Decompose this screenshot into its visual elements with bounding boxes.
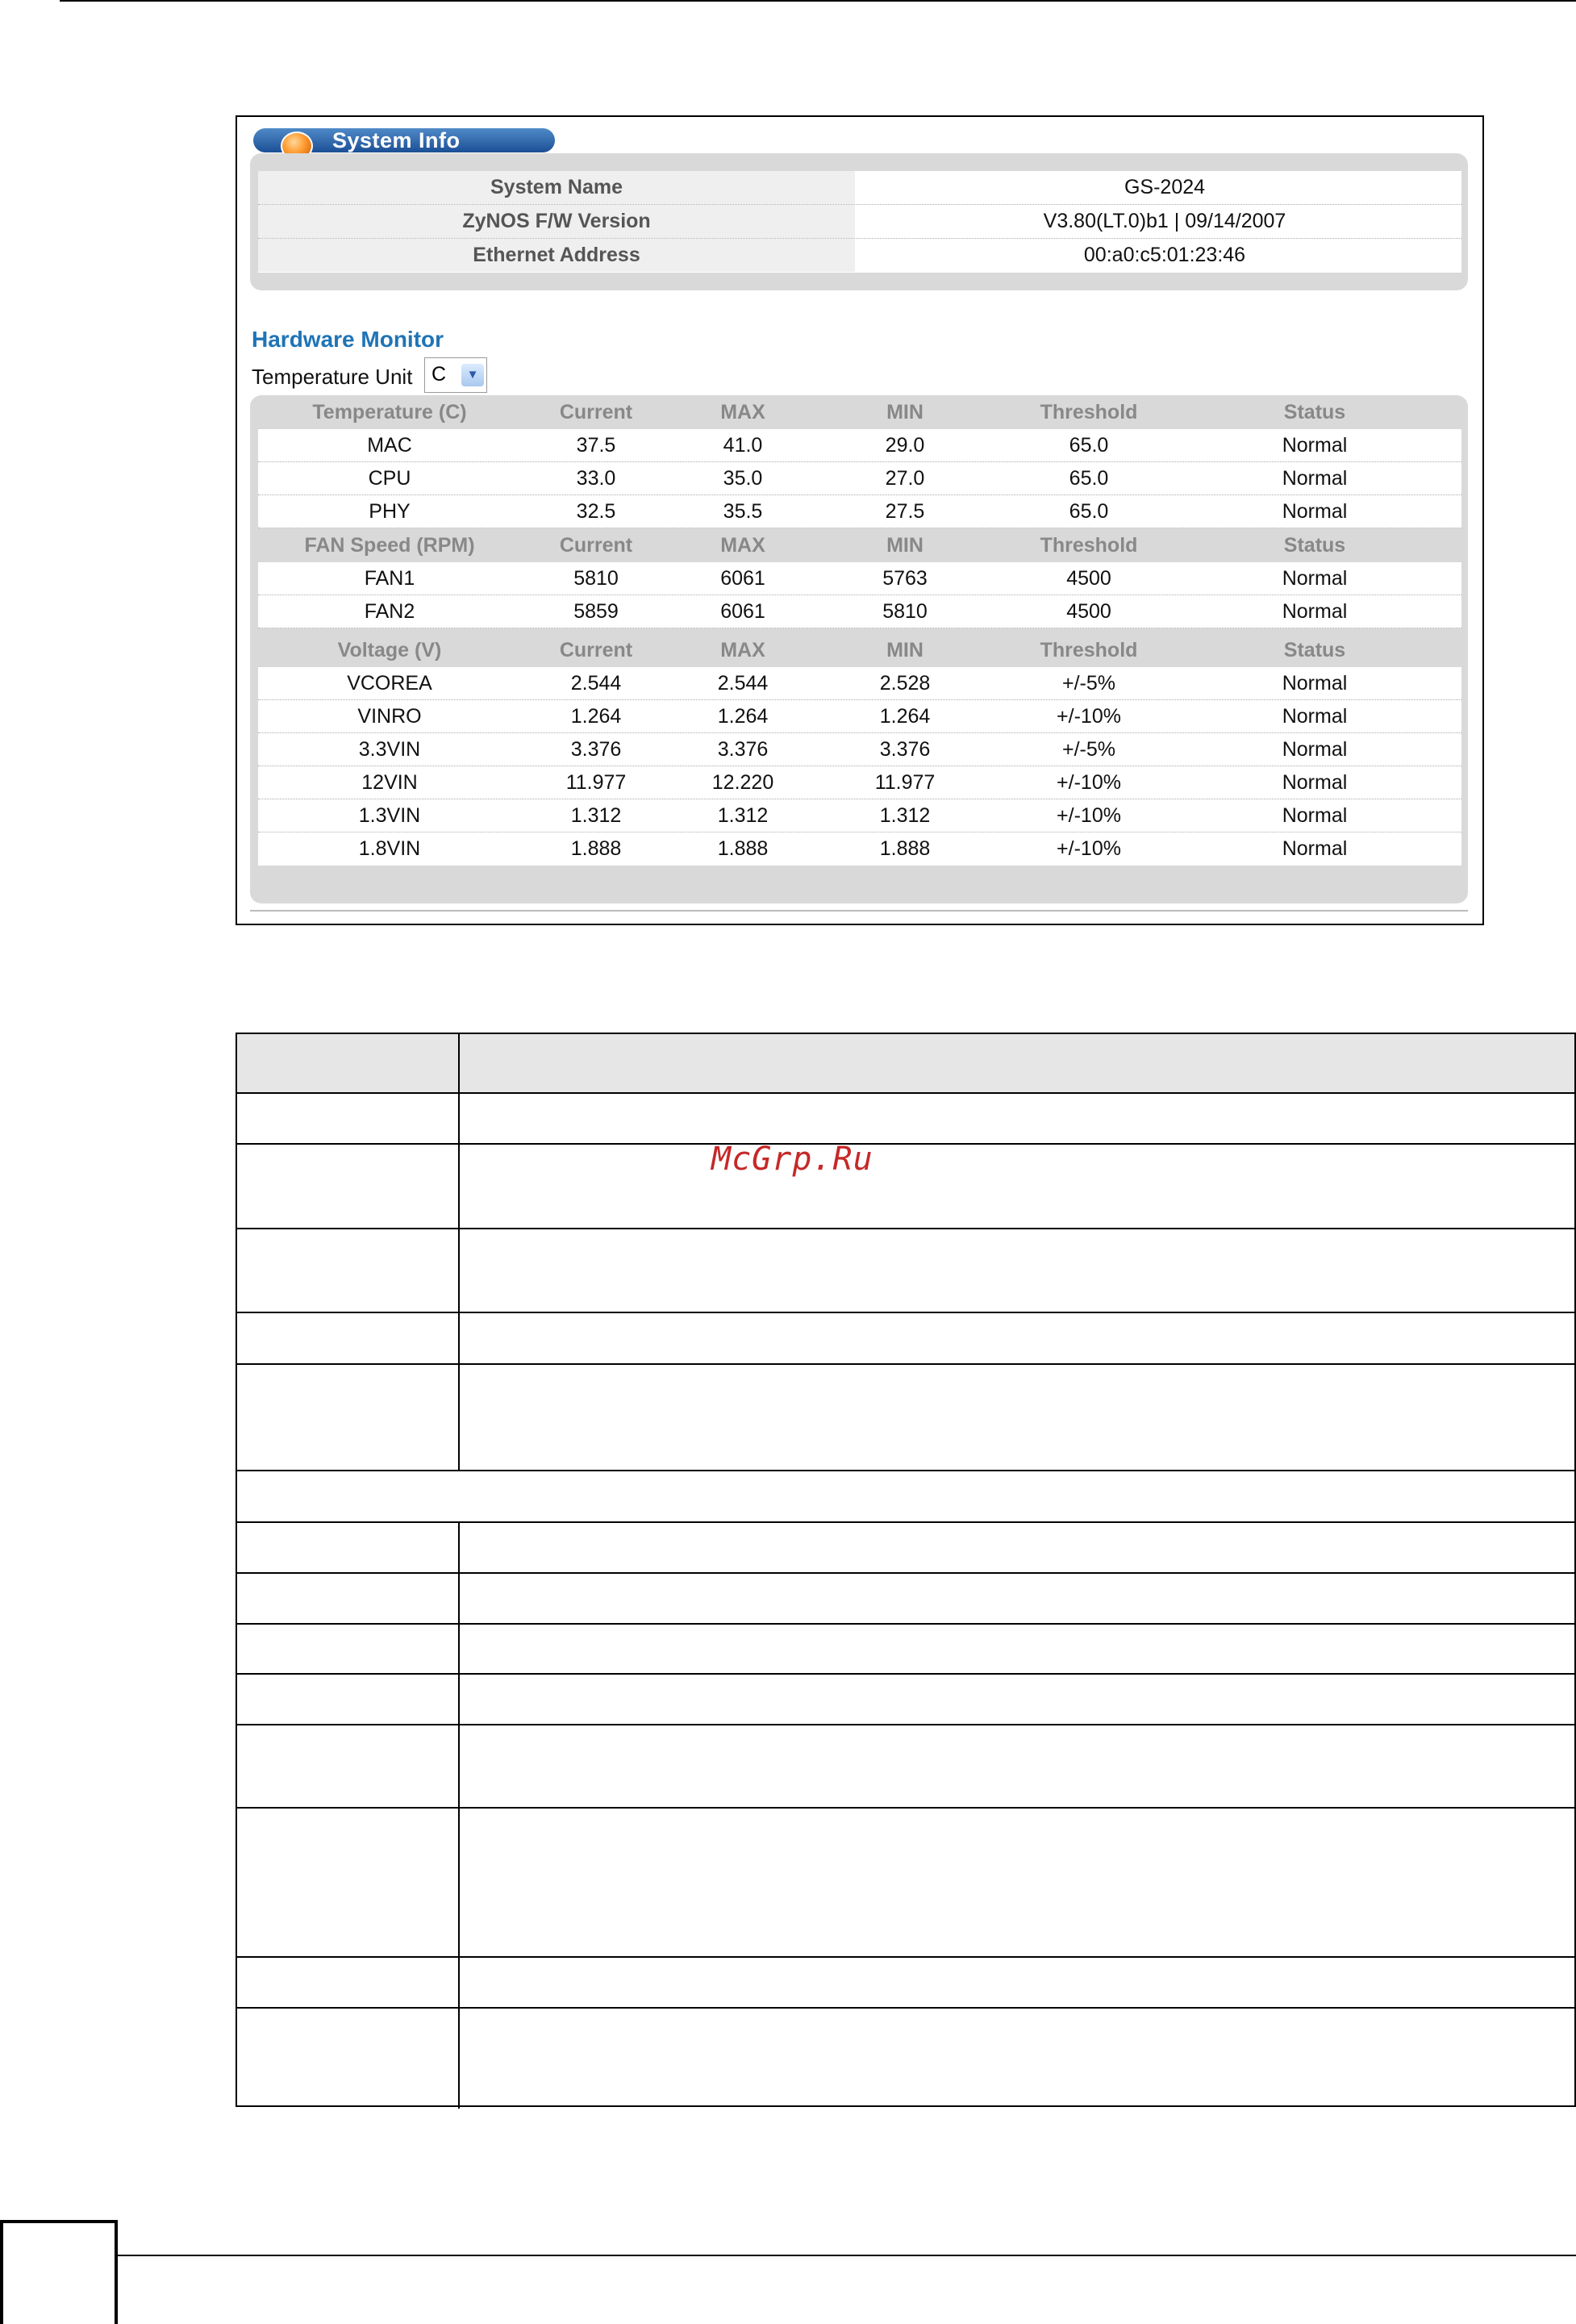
threshold-value: +/-10% <box>1057 705 1121 728</box>
max-value: 6061 <box>720 600 765 623</box>
current-value: 1.888 <box>570 837 622 860</box>
status-value: Normal <box>1282 837 1348 860</box>
max-value: 35.0 <box>723 467 763 490</box>
col-header: MIN <box>886 639 924 661</box>
sensor-name: 1.3VIN <box>358 804 421 827</box>
col-header: Status <box>1283 639 1346 661</box>
table-header <box>237 1034 1574 1092</box>
row-label: Ethernet Address <box>258 239 855 272</box>
status-value: Normal <box>1282 500 1348 523</box>
min-value: 1.312 <box>879 804 931 827</box>
row-divider <box>237 1572 1574 1574</box>
max-value: 6061 <box>720 567 765 590</box>
col-header: Current <box>559 534 633 557</box>
sensor-name: VCOREA <box>347 672 432 695</box>
firmware-version-row <box>258 205 1461 239</box>
current-value: 3.376 <box>570 738 622 761</box>
chevron-down-icon[interactable]: ▼ <box>461 364 484 386</box>
min-value: 1.264 <box>879 705 931 728</box>
row-divider <box>237 1143 1574 1145</box>
max-value: 41.0 <box>723 434 763 457</box>
col-header: Current <box>559 401 633 423</box>
threshold-value: +/-5% <box>1061 672 1116 695</box>
temperature-header-row <box>250 395 1468 429</box>
footer-rule <box>118 2255 1576 2256</box>
col-header: FAN Speed (RPM) <box>304 534 475 557</box>
current-value: 32.5 <box>576 500 616 523</box>
row-divider <box>237 1807 1574 1809</box>
row-divider <box>237 1228 1574 1229</box>
min-value: 3.376 <box>879 738 931 761</box>
min-value: 29.0 <box>885 434 925 457</box>
sensor-name: 12VIN <box>361 771 418 794</box>
sensor-name: VINRO <box>357 705 422 728</box>
status-value: Normal <box>1282 771 1348 794</box>
max-value: 1.264 <box>717 705 769 728</box>
temperature-unit-select[interactable] <box>424 357 487 393</box>
column-divider <box>458 1521 460 2109</box>
status-value: Normal <box>1282 600 1348 623</box>
row-label: ZyNOS F/W Version <box>258 205 855 238</box>
sensor-name: 1.8VIN <box>358 837 421 860</box>
col-header: Threshold <box>1040 534 1138 557</box>
status-value: Normal <box>1282 804 1348 827</box>
min-value: 11.977 <box>874 771 936 794</box>
row-divider <box>237 1623 1574 1625</box>
row-divider <box>237 1363 1574 1365</box>
threshold-value: 4500 <box>1066 567 1111 590</box>
table-row <box>258 667 1461 700</box>
col-header: Temperature (C) <box>312 401 467 423</box>
status-value: Normal <box>1282 705 1348 728</box>
col-header: Status <box>1283 534 1346 557</box>
max-value: 12.220 <box>711 771 774 794</box>
watermark: McGrp.Ru <box>711 1141 873 1178</box>
col-header: Threshold <box>1040 639 1138 661</box>
system-info-panel <box>250 153 1468 290</box>
row-divider <box>237 1312 1574 1313</box>
sensor-name: PHY <box>369 500 411 523</box>
max-value: 1.312 <box>717 804 769 827</box>
col-header: MAX <box>720 639 765 661</box>
row-divider <box>237 1092 1574 1094</box>
table-row <box>258 832 1461 866</box>
status-value: Normal <box>1282 434 1348 457</box>
row-value: GS-2024 <box>1124 176 1206 198</box>
voltage-header-row <box>250 633 1468 667</box>
col-header: MAX <box>720 534 765 557</box>
col-header: Status <box>1283 401 1346 423</box>
row-divider <box>237 1956 1574 1958</box>
max-value: 35.5 <box>723 500 763 523</box>
col-header: MAX <box>720 401 765 423</box>
table-row <box>258 595 1461 628</box>
sensor-name: FAN2 <box>364 600 415 623</box>
bottom-divider <box>250 910 1468 912</box>
system-name-row <box>258 171 1461 205</box>
ethernet-address-row <box>258 239 1461 272</box>
page-number-box <box>0 2220 118 2324</box>
sensor-name: MAC <box>367 434 412 457</box>
threshold-value: 4500 <box>1066 600 1111 623</box>
field-description-table <box>236 1033 1576 2107</box>
system-info-title-bar <box>253 128 555 152</box>
table-row <box>258 799 1461 832</box>
status-value: Normal <box>1282 672 1348 695</box>
col-header: MIN <box>886 401 924 423</box>
current-value: 5810 <box>573 567 619 590</box>
threshold-value: +/-10% <box>1057 837 1121 860</box>
threshold-value: +/-5% <box>1061 738 1116 761</box>
max-value: 1.888 <box>717 837 769 860</box>
system-info-title: System Info <box>332 128 461 152</box>
table-row <box>258 562 1461 595</box>
temperature-unit-value: C <box>432 363 447 386</box>
status-value: Normal <box>1282 467 1348 490</box>
table-row <box>258 733 1461 766</box>
row-divider <box>237 2007 1574 2009</box>
top-rule <box>60 0 1576 2</box>
temperature-unit-label: Temperature Unit <box>252 365 413 389</box>
current-value: 37.5 <box>576 434 616 457</box>
col-header: MIN <box>886 534 924 557</box>
col-header: Current <box>559 639 633 661</box>
current-value: 1.264 <box>570 705 622 728</box>
table-row <box>258 766 1461 799</box>
current-value: 1.312 <box>570 804 622 827</box>
current-value: 11.977 <box>565 771 627 794</box>
col-header: Voltage (V) <box>337 639 442 661</box>
sensor-name: 3.3VIN <box>358 738 421 761</box>
min-value: 2.528 <box>879 672 931 695</box>
threshold-value: 65.0 <box>1069 500 1109 523</box>
row-divider <box>237 1521 1574 1523</box>
status-value: Normal <box>1282 738 1348 761</box>
sensor-name: CPU <box>368 467 411 490</box>
hardware-monitor-title: Hardware Monitor <box>252 327 444 352</box>
row-label: System Name <box>258 171 855 204</box>
min-value: 5763 <box>882 567 928 590</box>
hardware-monitor-panel <box>250 395 1468 903</box>
max-value: 3.376 <box>717 738 769 761</box>
fan-header-row <box>250 528 1468 562</box>
status-value: Normal <box>1282 567 1348 590</box>
row-divider <box>237 1673 1574 1675</box>
table-row <box>258 462 1461 495</box>
sensor-name: FAN1 <box>364 567 415 590</box>
min-value: 5810 <box>882 600 928 623</box>
row-divider <box>237 1724 1574 1725</box>
table-row <box>258 495 1461 528</box>
threshold-value: 65.0 <box>1069 434 1109 457</box>
threshold-value: 65.0 <box>1069 467 1109 490</box>
column-divider <box>458 1034 460 1471</box>
row-divider <box>237 1470 1574 1471</box>
table-row <box>258 429 1461 462</box>
current-value: 33.0 <box>576 467 616 490</box>
current-value: 5859 <box>573 600 619 623</box>
threshold-value: +/-10% <box>1057 771 1121 794</box>
max-value: 2.544 <box>717 672 769 695</box>
row-value: 00:a0:c5:01:23:46 <box>1083 244 1246 266</box>
col-header: Threshold <box>1040 401 1138 423</box>
row-value: V3.80(LT.0)b1 | 09/14/2007 <box>1043 210 1286 232</box>
min-value: 27.5 <box>885 500 925 523</box>
system-info-screenshot <box>236 115 1484 925</box>
table-row <box>258 700 1461 733</box>
threshold-value: +/-10% <box>1057 804 1121 827</box>
min-value: 27.0 <box>885 467 925 490</box>
min-value: 1.888 <box>879 837 931 860</box>
current-value: 2.544 <box>570 672 622 695</box>
